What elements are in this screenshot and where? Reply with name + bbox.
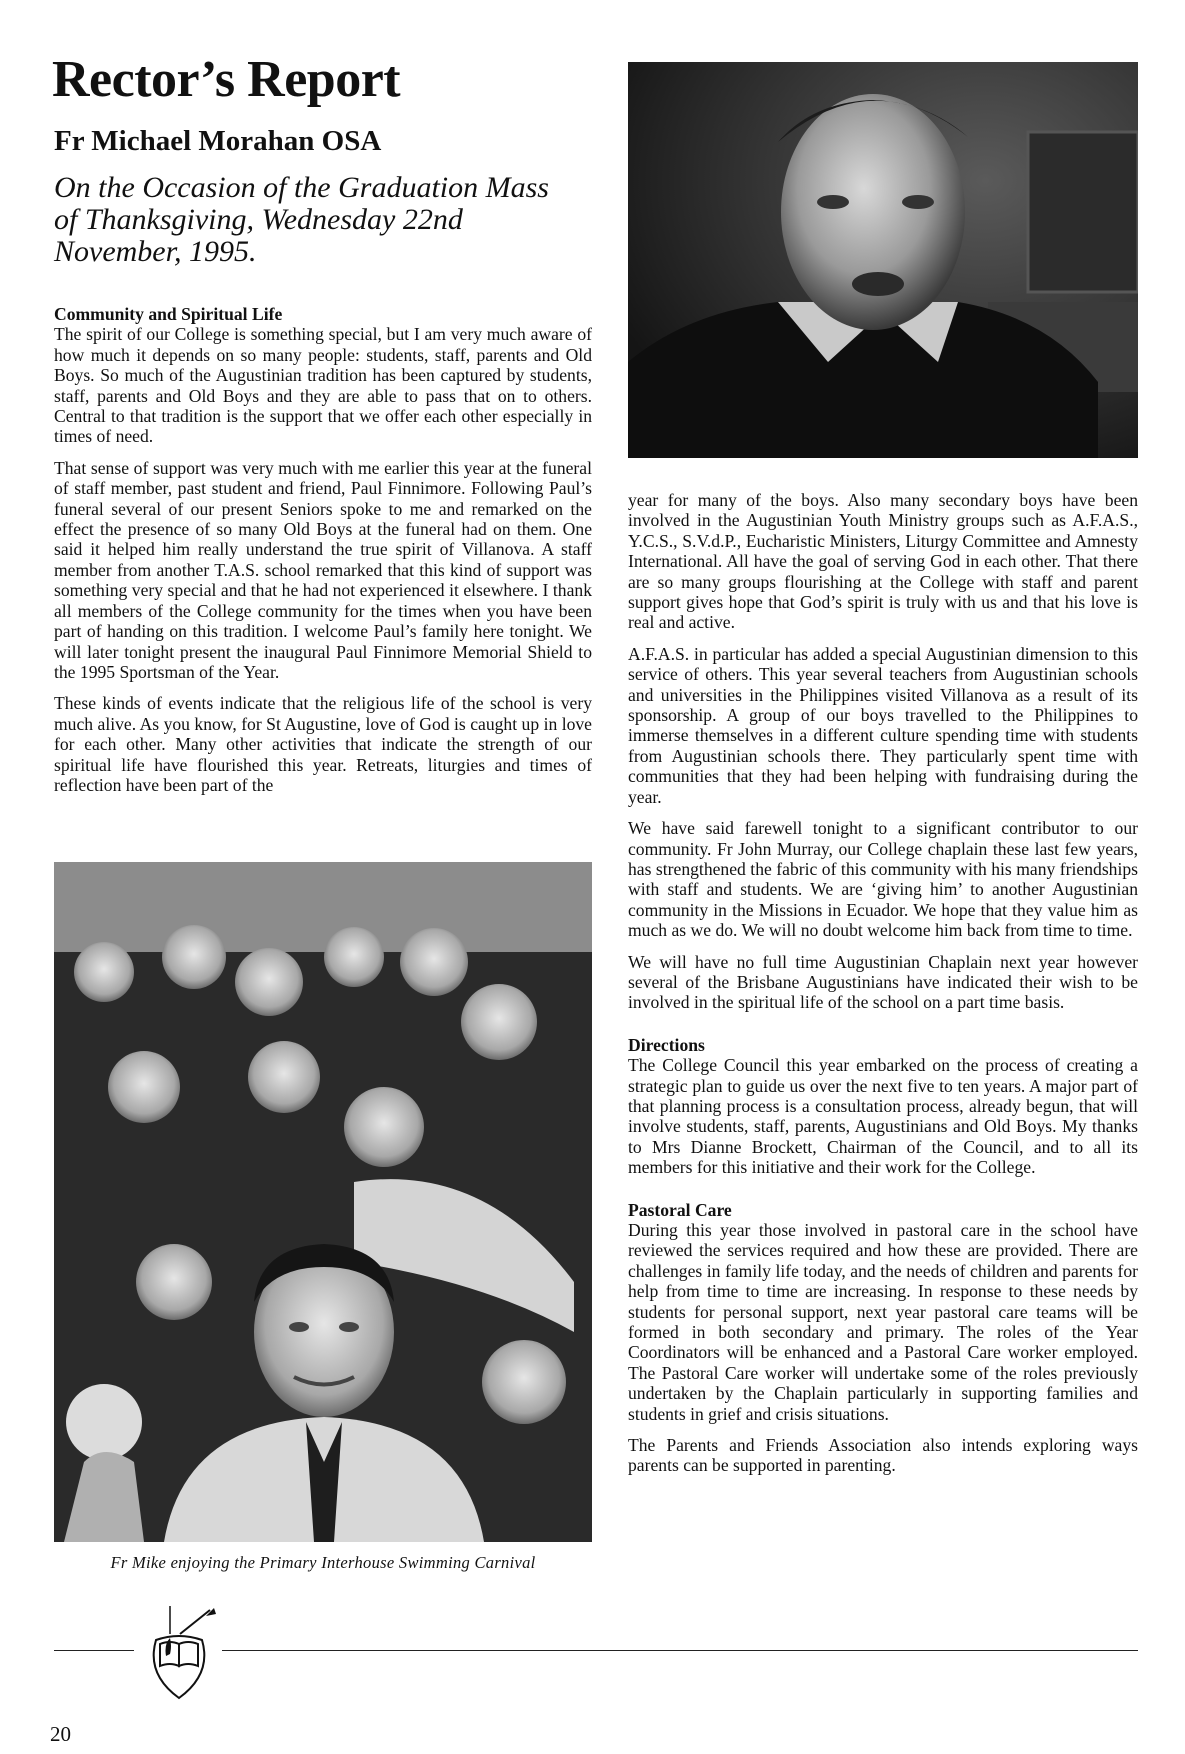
paragraph: The spirit of our College is something special, but I am very much aware of how much it depends on so many people: students, staff, parents and Old Boys. So much of the Augustinian tradition has been captured by students, staff, parents and Old Boys and they are able to pass that on to others. Central to that tradition is the support that we offer each other especially in times of need.: [54, 324, 592, 447]
photo-caption: Fr Mike enjoying the Primary Interhouse Swimming Carnival: [110, 1553, 536, 1572]
portrait-illustration: [628, 62, 1138, 458]
section-heading-directions: Directions: [628, 1034, 705, 1055]
school-crest-logo-icon: [136, 1604, 222, 1702]
group-photo-illustration: [54, 862, 592, 1542]
portrait-photo: [628, 62, 1138, 458]
paragraph: A.F.A.S. in particular has added a special Augustinian dimension to this service of others. This year several teachers from Augustinian schools and universities in the Philippines visited Villanova as a result of its sponsorship. A group of our boys travelled to the Philippines to immerse themselves in a different culture spending time with students from Augustinian schools there. They particularly spent time with communities that they had been helping with fundraising during the year.: [628, 643, 1138, 807]
swimming-carnival-photo: [54, 862, 592, 1542]
paragraph: During this year those involved in pastoral care in the school have reviewed the services required and how these are provided. There are challenges in family life today, and the needs of children and parents for help from time to time are increasing. In response to these needs by students for personal support, next year pastoral care teams will be formed in both secondary and primary. The roles of the Year Coordinators will be enhanced and a Pastoral Care worker employed. The Pastoral Care worker will undertake some of the roles previously undertaken by the Chaplain particularly in supporting families and students in grief and crisis situations.: [628, 1220, 1138, 1424]
left-column: [54, 304, 592, 806]
footer-rule-right: [222, 1650, 1138, 1651]
paragraph: These kinds of events indicate that the religious life of the school is very much alive. As you know, for St Augustine, love of God is caught up in love for each other. Many other activities that indicate the strength of our spiritual life have flourished this year. Retreats, liturgies and times of reflection have been part of the: [54, 693, 592, 795]
page-title: Rector’s Report: [52, 51, 401, 108]
paragraph: That sense of support was very much with me earlier this year at the funeral of staff member, past student and friend, Paul Finnimore. Following Paul’s funeral several of our present Seniors spoke to me and remarked on the effect the presence of so many Old Boys at the funeral had on them. One said it helped him really understand the true spirit of Villanova. A staff member from another T.A.S. school remarked that this kind of support was something very special and that he had not experienced it elsewhere. I thank all members of the College community for the times when you have been part of handing on this tradition. I welcome Paul’s family here tonight. We will later tonight present the inaugural Paul Finnimore Memorial Shield to the 1995 Sportsman of the Year.: [54, 457, 592, 682]
paragraph: year for many of the boys. Also many secondary boys have been involved in the Augustinian Youth Ministry groups such as A.F.A.S., Y.C.S., S.V.d.P., Eucharistic Ministers, Liturgy Committee and Amnesty International. All have the goal of serving God in each other. That there are so many groups flourishing at the College with staff and parent support gives hope that God’s spirit is truly with us and that his love is real and active.: [628, 490, 1138, 633]
section-heading-pastoral-care: Pastoral Care: [628, 1199, 732, 1220]
page-number: 20: [50, 1722, 71, 1746]
paragraph: We will have no full time Augustinian Chaplain next year however several of the Brisbane Augustinians have indicated their wish to be involved in the spiritual life of the school on a part time basis.: [628, 951, 1138, 1013]
paragraph: The College Council this year embarked on the process of creating a strategic plan to guide us over the next five to ten years. A major part of that planning process is a consultation process, already begun, that will involve students, staff, parents, Augustinians and Old Boys. My thanks to Mrs Dianne Brockett, Chairman of the Council, and to all its members for this initiative and their work for the College.: [628, 1055, 1138, 1178]
paragraph: We have said farewell tonight to a significant contributor to our community. Fr John Murray, our College chaplain these last few years, has strengthened the fabric of this community with his many friendships with staff and students. We are ‘giving him’ to another Augustinian community in the Missions in Ecuador. We hope that they value him as much as we do. We will no doubt welcome him back from time to time.: [628, 818, 1138, 941]
section-heading-community: Community and Spiritual Life: [54, 304, 283, 324]
paragraph: The Parents and Friends Association also intends exploring ways parents can be supported in parenting.: [628, 1435, 1138, 1476]
footer-rule-left: [54, 1650, 134, 1651]
occasion-line: On the Occasion of the Graduation Mass of Thanksgiving, Wednesday 22nd November, 1995.: [54, 171, 549, 268]
author-name: Fr Michael Morahan OSA: [54, 125, 382, 157]
right-column: [628, 490, 1138, 1487]
